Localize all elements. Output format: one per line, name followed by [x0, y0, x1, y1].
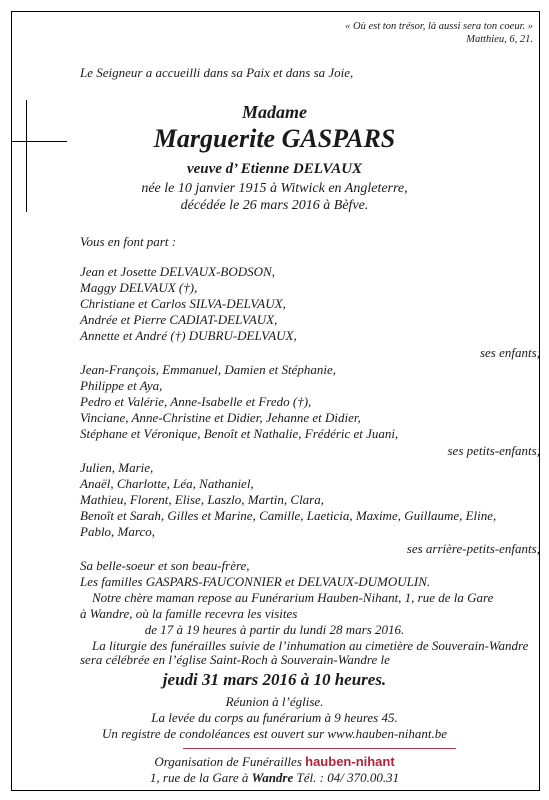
- meeting-text: Réunion à l’église.: [225, 694, 324, 709]
- family-line: Pedro et Valérie, Anne-Isabelle et Fredo (†),: [80, 394, 312, 409]
- funerarium-text: Notre chère maman repose au Funérarium Hauben-Nihant, 1, rue de la Gare: [92, 590, 494, 605]
- address-prefix: 1, rue de la Gare à: [149, 770, 249, 785]
- birth-info: née le 10 janvier 1915 à Witwick en Angleterre,: [141, 181, 408, 196]
- family-line: Les familles GASPARS-FAUCONNIER et DELVAUX-DUMOULIN.: [80, 574, 431, 589]
- address-city: Wandre: [251, 770, 294, 785]
- deceased-widow-of: veuve d’ Etienne DELVAUX: [186, 161, 363, 177]
- death-info: décédée le 26 mars 2016 à Bèfve.: [180, 198, 369, 213]
- ceremony-date: jeudi 31 mars 2016 à 10 heures.: [162, 670, 387, 689]
- great-grandchildren-label: ses arrière-petits-enfants;: [406, 541, 541, 556]
- family-line: Andrée et Pierre CADIAT-DELVAUX,: [80, 312, 278, 327]
- register-text: Un registre de condoléances est ouvert sur www.hauben-nihant.be: [101, 726, 448, 741]
- visit-hours: de 17 à 19 heures à partir du lundi 28 mars 2016.: [144, 622, 405, 637]
- family-line: Sa belle-soeur et son beau-frère,: [80, 558, 250, 573]
- phone-number: Tél. : 04/ 370.00.31: [296, 770, 400, 785]
- family-line: Jean-François, Emmanuel, Damien et Stéphanie,: [80, 362, 336, 377]
- family-line: Philippe et Aya,: [80, 378, 163, 393]
- family-line: Pablo, Marco,: [80, 524, 155, 539]
- family-line: Benoît et Sarah, Gilles et Marine, Camille, Laeticia, Maxime, Guillaume, Eline,: [80, 508, 497, 523]
- footer-address: [0, 770, 549, 786]
- deceased-name: Marguerite GASPARS: [153, 124, 396, 153]
- org-prefix: Organisation de Funérailles: [154, 754, 302, 769]
- children-label: ses enfants;: [479, 345, 541, 360]
- bible-quote: [345, 20, 533, 46]
- family-line: Julien, Marie,: [80, 460, 154, 475]
- quote-reference: Matthieu, 6, 21.: [466, 34, 533, 45]
- family-line: Anaël, Charlotte, Léa, Nathaniel,: [80, 476, 254, 491]
- departure-text: La levée du corps au funérarium à 9 heures 45.: [151, 710, 398, 725]
- family-line: Vinciane, Anne-Christine et Didier, Jehanne et Didier,: [80, 410, 361, 425]
- org-brand-logo: hauben-nihant: [305, 754, 395, 769]
- family-line: Annette et André (†) DUBRU-DELVAUX,: [80, 328, 297, 343]
- footer-divider: [183, 748, 456, 749]
- funerarium-text: à Wandre, où la famille recevra les visites: [80, 606, 298, 621]
- family-line: Mathieu, Florent, Elise, Laszlo, Martin, Clara,: [80, 492, 324, 507]
- announce-text: Vous en font part :: [80, 234, 177, 249]
- intro-text: Le Seigneur a accueilli dans sa Paix et dans sa Joie,: [80, 65, 354, 80]
- liturgy-text: La liturgie des funérailles suivie de l’inhumation au cimetière de Souverain-Wandre: [92, 638, 529, 653]
- grandchildren-label: ses petits-enfants;: [447, 443, 541, 458]
- family-line: Jean et Josette DELVAUX-BODSON,: [80, 264, 275, 279]
- family-line: Christiane et Carlos SILVA-DELVAUX,: [80, 296, 286, 311]
- family-line: Maggy DELVAUX (†),: [80, 280, 198, 295]
- footer-organisation: [0, 754, 549, 770]
- family-line: Stéphane et Véronique, Benoît et Nathalie, Frédéric et Juani,: [80, 426, 399, 441]
- deceased-title: Madame: [242, 102, 307, 122]
- liturgy-text: sera célébrée en l’église Saint-Roch à Souverain-Wandre le: [80, 652, 390, 667]
- quote-text: « Où est ton trésor, là aussi sera ton coeur. »: [345, 21, 533, 32]
